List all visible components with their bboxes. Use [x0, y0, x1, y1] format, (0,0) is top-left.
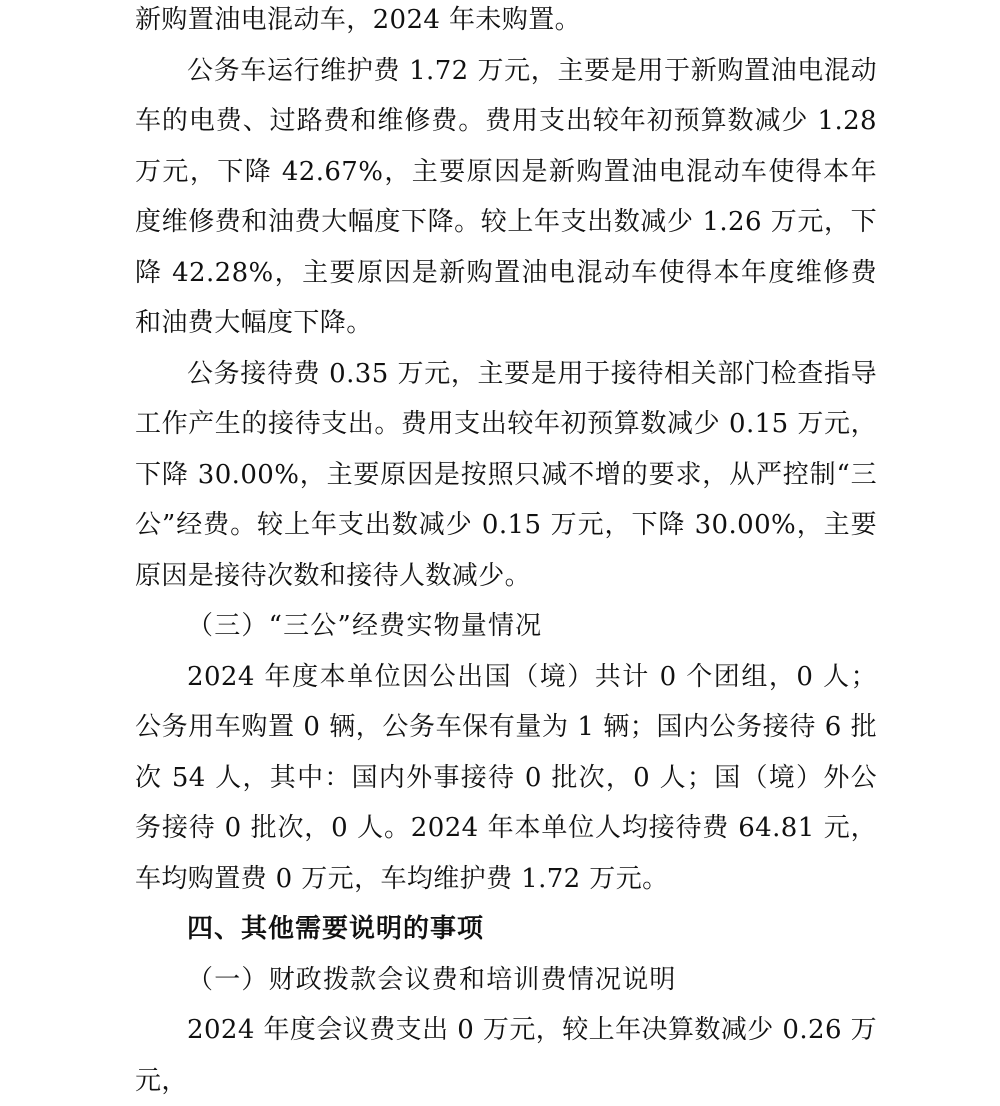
paragraph-vehicle-purchase-end: 新购置油电混动车，2024 年未购置。 [135, 5, 582, 35]
section-heading-meeting-training-fees: （一）财政拨款会议费和培训费情况说明 [187, 964, 677, 995]
paragraph-meeting-fee: 2024 年度会议费支出 0 万元，较上年决算数减少 0.26 万元， [135, 1015, 877, 1096]
paragraph-vehicle-maintenance: 公务车运行维护费 1.72 万元，主要是用于新购置油电混动车的电费、过路费和维修费。费用支出较年初预算数减少 1.28 万元，下降 42.67%，主要原因是新购置油电混动车使得本年度维修费和油费大幅度下降。较上年支出数减少 1.26 万元，下降 42.28%，主要原因是新购置油电混动车使得本年度维修费和油费大幅度下降。 [135, 55, 877, 338]
section-heading-other-matters: 四、其他需要说明的事项 [187, 914, 485, 944]
paragraph-physical-quantities: 2024 年度本单位因公出国（境）共计 0 个团组，0 人；公务用车购置 0 辆，公务车保有量为 1 辆；国内公务接待 6 批次 54 人，其中：国内外事接待 0 批次，0 人；国（境）外公务接待 0 批次，0 人。2024 年本单位人均接待费 64.81 元，车均购置费 0 万元，车均维护费 1.72 万元。 [135, 661, 877, 894]
document-page [135, 0, 877, 1106]
section-heading-three-public-quantities: （三）“三公”经费实物量情况 [187, 611, 543, 641]
paragraph-reception-expense: 公务接待费 0.35 万元，主要是用于接待相关部门检查指导工作产生的接待支出。费用支出较年初预算数减少 0.15 万元，下降 30.00%，主要原因是按照只减不增的要求，从严控制“三公”经费。较上年支出数减少 0.15 万元，下降 30.00%，主要原因是接待次数和接待人数减少。 [135, 358, 877, 591]
